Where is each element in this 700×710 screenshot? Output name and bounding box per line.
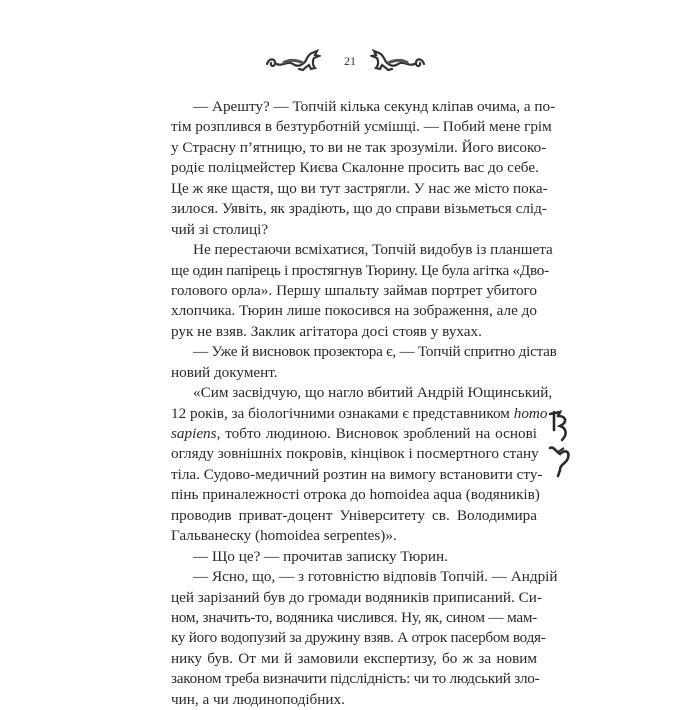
page-number: 21 (344, 54, 356, 68)
text-line: чий зі столиці? (171, 220, 269, 238)
text-line: цей зарізаний був до громади водяників приписаний. Си- (171, 588, 542, 606)
text-line: «Сим засвідчую, що нагло вбитий Андрій Ющинський, (193, 384, 553, 402)
dragon-ornament-icon (265, 48, 321, 74)
text-line: законом треба визначити підслідність: чи то людський зло- (171, 670, 540, 688)
text-line: тіла. Судово-медичний розтин на вимогу встановити сту- (171, 465, 543, 483)
text-line: ку його водопузий за дружину взяв. А отрок пасербом водя- (171, 629, 546, 647)
body-text (171, 97, 558, 710)
text-line: родіє поліцмейстер Києва Скалонне просить вас до себе. (171, 159, 539, 177)
dragon-ornament-icon (370, 48, 426, 74)
text-line: хлопчика. Тюрин лише покосився на зображення, але до (171, 302, 537, 320)
text-line: проводив приват-доцент Університету св. Володимира (171, 506, 537, 524)
text-line: — Що це? — прочитав записку Тюрин. (193, 547, 448, 565)
text-line: чин, а чи людиноподібних. (171, 690, 345, 708)
text-line: пінь приналежності отрока до homoidea aqua (водяників) (171, 486, 540, 504)
page-header (0, 46, 700, 76)
text-line: — Арешту? — Топчій кілька секунд кліпав очима, а по- (193, 98, 556, 115)
text-line: нику був. От ми й замовили експертизу, бо ж за новим (171, 649, 537, 667)
text-line: ще один папірець і простягнув Тюрину. Це була агітка «Дво- (171, 261, 549, 279)
text-line: — Уже й висновок прозектора є, — Топчій спритно дістав (193, 343, 557, 361)
text-line: голового орла». Першу шпальту займав портрет убитого (171, 281, 537, 299)
text-segment: 12 років, за біологічними ознаками є представником (171, 404, 514, 422)
text-line (171, 424, 537, 444)
text-line: ном, значить-то, водяника числився. Ну, як, сином — мам- (171, 608, 537, 626)
text-line: зилося. Уявіть, як зрадіють, що до справи візьметься слід- (171, 200, 547, 218)
italic-term: sapiens (171, 425, 217, 442)
text-line: у Страсну п’ятницю, то ви не так зрозуміли. Його високо- (171, 138, 547, 156)
text-line (171, 404, 548, 424)
calligraphic-glyph-icon (546, 408, 576, 478)
text-line: огляду зовнішніх покровів, кінцівок і посмертного стану (171, 445, 539, 463)
text-line: новий документ. (171, 363, 278, 381)
text-line: Гальванеску (homoidea serpentes)». (171, 527, 397, 545)
text-segment: , тобто людиною. Висновок зроблений на основі (216, 425, 537, 442)
text-line: Це ж яке щастя, що ви тут застрягли. У нас же місто пока- (171, 179, 548, 197)
text-line: Не перестаючи всміхатися, Топчій видобув із планшета (193, 241, 553, 259)
text-line: рук не взяв. Заклик агітатора досі стояв у вухах. (171, 322, 482, 340)
text-line: тім розплився в безтурботній усмішці. — Побий мене грім (171, 118, 552, 136)
text-line: — Ясно, що, — з готовністю відповів Топчій. — Андрій (193, 568, 558, 586)
italic-term: homo (513, 404, 548, 422)
